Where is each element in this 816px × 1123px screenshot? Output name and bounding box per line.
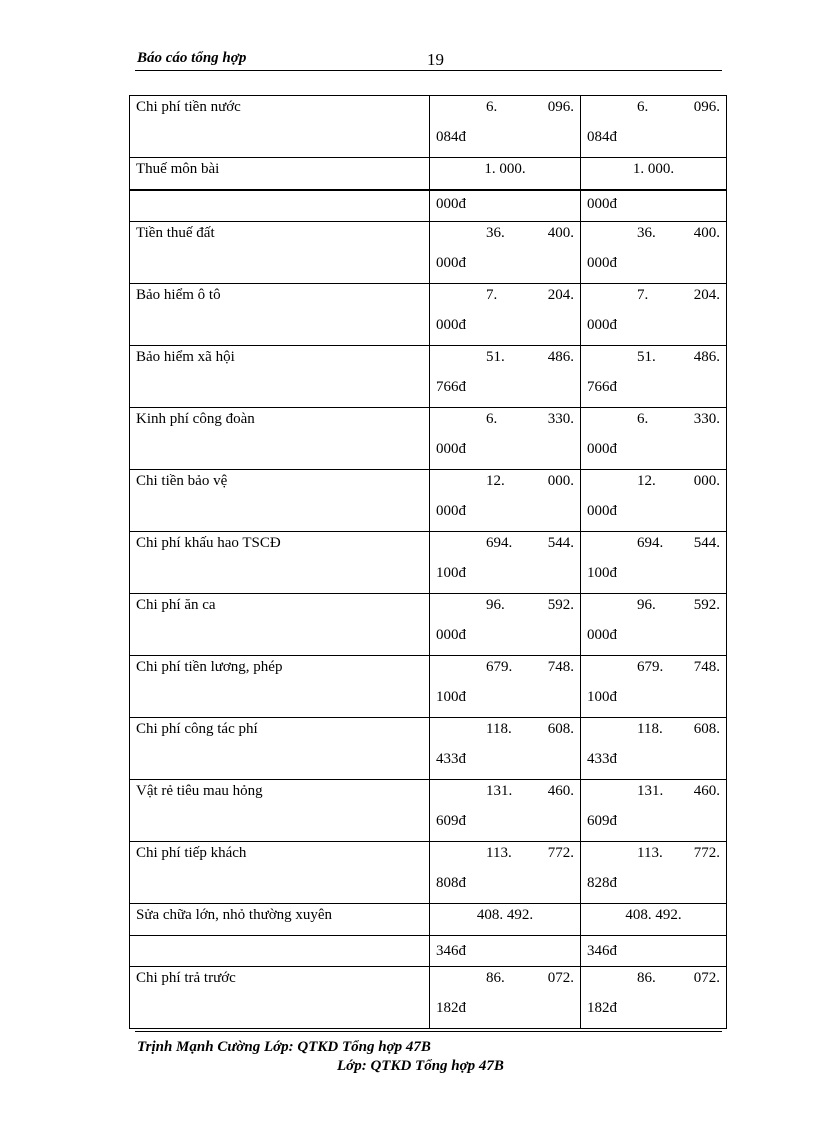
- table-row: [130, 967, 727, 1029]
- amount-cell-a: [430, 346, 581, 408]
- row-label: Chi phí khấu hao TSCĐ: [130, 532, 430, 594]
- amount-part: 460.: [693, 783, 720, 799]
- amount-part: 766đ: [587, 379, 617, 395]
- amount-part: 100đ: [587, 565, 617, 581]
- amount-cell-b: [581, 718, 727, 780]
- amount-cell-a: [430, 936, 581, 967]
- amount-part: 400.: [547, 225, 574, 241]
- amount-part: 072.: [547, 970, 574, 986]
- amount-part: 000đ: [436, 196, 466, 212]
- amount-cell-a: [430, 408, 581, 470]
- amount-part: 6.: [637, 99, 649, 115]
- amount-cell-b: [581, 532, 727, 594]
- row-label: Chi phí tiếp khách: [130, 842, 430, 904]
- amount-part: 544.: [693, 535, 720, 551]
- amount-part: 36.: [637, 225, 656, 241]
- amount-part: 433đ: [436, 751, 466, 767]
- amount-cell-b: [581, 904, 727, 936]
- amount-cell-a: [430, 594, 581, 656]
- amount-cell-a: [430, 842, 581, 904]
- table-row: [130, 470, 727, 532]
- amount-part: 608.: [547, 721, 574, 737]
- amount-part: 7.: [486, 287, 498, 303]
- amount-part: 000.: [693, 473, 720, 489]
- row-label: Bảo hiểm xã hội: [130, 346, 430, 408]
- amount-part: 486.: [547, 349, 574, 365]
- amount-cell-b: [581, 967, 727, 1029]
- row-label: Chi phí tiền nước: [130, 96, 430, 158]
- amount-part: 000đ: [587, 503, 617, 519]
- amount-part: 609đ: [436, 813, 466, 829]
- amount-cell-b: [581, 936, 727, 967]
- row-label: Chi tiền bảo vệ: [130, 470, 430, 532]
- amount-cell-a: [430, 904, 581, 936]
- amount-cell-a: [430, 967, 581, 1029]
- amount-part: 100đ: [436, 565, 466, 581]
- amount-part: 766đ: [436, 379, 466, 395]
- amount-cell-b: [581, 284, 727, 346]
- amount-part: 346đ: [436, 943, 466, 959]
- amount-cell-a: [430, 190, 581, 222]
- amount-part: 408. 492.: [476, 907, 534, 923]
- table-row: [130, 842, 727, 904]
- amount-part: 118.: [486, 721, 512, 737]
- amount-part: 544.: [547, 535, 574, 551]
- amount-part: 608.: [693, 721, 720, 737]
- amount-cell-a: [430, 718, 581, 780]
- amount-part: 000đ: [436, 441, 466, 457]
- amount-part: 113.: [637, 845, 663, 861]
- amount-cell-a: [430, 656, 581, 718]
- amount-part: 772.: [693, 845, 720, 861]
- amount-part: 131.: [486, 783, 513, 799]
- amount-part: 679.: [637, 659, 664, 675]
- header-divider: [135, 70, 722, 71]
- amount-part: 96.: [637, 597, 656, 613]
- row-label: [130, 936, 430, 967]
- amount-cell-a: [430, 780, 581, 842]
- page-number: 19: [427, 50, 444, 69]
- row-label: Thuế môn bài: [130, 158, 430, 191]
- amount-part: 772.: [547, 845, 574, 861]
- table-row: [130, 718, 727, 780]
- amount-cell-b: [581, 222, 727, 284]
- amount-part: 000đ: [436, 255, 466, 271]
- row-label: Kinh phí công đoàn: [130, 408, 430, 470]
- amount-cell-b: [581, 96, 727, 158]
- amount-cell-a: [430, 470, 581, 532]
- amount-cell-a: [430, 222, 581, 284]
- amount-part: 6.: [486, 411, 498, 427]
- amount-part: 182đ: [587, 1000, 617, 1016]
- amount-part: 460.: [547, 783, 574, 799]
- amount-part: 000đ: [587, 255, 617, 271]
- amount-part: 679.: [486, 659, 513, 675]
- amount-part: 748.: [693, 659, 720, 675]
- amount-part: 000đ: [587, 627, 617, 643]
- table-row: [130, 284, 727, 346]
- row-label: [130, 190, 430, 222]
- amount-part: 12.: [486, 473, 505, 489]
- amount-part: 000đ: [436, 317, 466, 333]
- amount-part: 408. 492.: [625, 907, 682, 923]
- amount-cell-b: [581, 158, 727, 191]
- amount-part: 400.: [693, 225, 720, 241]
- table-row: [130, 780, 727, 842]
- amount-cell-b: [581, 470, 727, 532]
- amount-part: 084đ: [436, 129, 466, 145]
- amount-part: 694.: [637, 535, 664, 551]
- amount-part: 12.: [637, 473, 656, 489]
- amount-part: 096.: [693, 99, 720, 115]
- amount-part: 131.: [637, 783, 664, 799]
- amount-part: 100đ: [436, 689, 466, 705]
- amount-part: 36.: [486, 225, 505, 241]
- table-row: [130, 190, 727, 222]
- footer-divider: [135, 1031, 722, 1032]
- amount-part: 86.: [486, 970, 505, 986]
- row-label: Chi phí ăn ca: [130, 594, 430, 656]
- amount-part: 000đ: [587, 317, 617, 333]
- table-row: [130, 936, 727, 967]
- table-row: [130, 904, 727, 936]
- amount-part: 113.: [486, 845, 512, 861]
- amount-part: 96.: [486, 597, 505, 613]
- amount-cell-b: [581, 656, 727, 718]
- amount-part: 808đ: [436, 875, 466, 891]
- amount-part: 204.: [547, 287, 574, 303]
- header-title: Báo cáo tổng hợp: [137, 50, 247, 66]
- row-label: Chi phí trả trước: [130, 967, 430, 1029]
- amount-part: 118.: [637, 721, 663, 737]
- amount-part: 6.: [486, 99, 498, 115]
- table-row: [130, 158, 727, 191]
- amount-part: 182đ: [436, 1000, 466, 1016]
- amount-part: 51.: [486, 349, 505, 365]
- amount-cell-b: [581, 842, 727, 904]
- row-label: Tiền thuế đất: [130, 222, 430, 284]
- table-row: [130, 408, 727, 470]
- footer-class-line: Lớp: QTKD Tổng hợp 47B: [337, 1058, 504, 1074]
- amount-cell-b: [581, 594, 727, 656]
- amount-part: 000.: [547, 473, 574, 489]
- amount-part: 86.: [637, 970, 656, 986]
- amount-part: 346đ: [587, 943, 617, 959]
- footer-author-line: Trịnh Mạnh Cường Lớp: QTKD Tổng hợp 47B: [137, 1039, 431, 1055]
- amount-part: 828đ: [587, 875, 617, 891]
- amount-part: 100đ: [587, 689, 617, 705]
- amount-part: 486.: [693, 349, 720, 365]
- amount-part: 51.: [637, 349, 656, 365]
- amount-cell-a: [430, 284, 581, 346]
- row-label: Bảo hiểm ô tô: [130, 284, 430, 346]
- amount-part: 748.: [547, 659, 574, 675]
- row-label: Chi phí công tác phí: [130, 718, 430, 780]
- amount-part: 330.: [547, 411, 574, 427]
- amount-part: 000đ: [587, 196, 617, 212]
- row-label: Chi phí tiền lương, phép: [130, 656, 430, 718]
- amount-cell-b: [581, 190, 727, 222]
- cost-table: [129, 95, 727, 1029]
- amount-part: 694.: [486, 535, 513, 551]
- amount-part: 000đ: [436, 627, 466, 643]
- table-row: [130, 222, 727, 284]
- amount-part: 6.: [637, 411, 649, 427]
- amount-part: 7.: [637, 287, 649, 303]
- row-label: Vật rẻ tiêu mau hỏng: [130, 780, 430, 842]
- amount-part: 084đ: [587, 129, 617, 145]
- table-row: [130, 594, 727, 656]
- table-row: [130, 96, 727, 158]
- amount-part: 592.: [693, 597, 720, 613]
- amount-part: 609đ: [587, 813, 617, 829]
- amount-part: 1. 000.: [484, 161, 526, 177]
- amount-cell-a: [430, 96, 581, 158]
- amount-part: 096.: [547, 99, 574, 115]
- amount-part: 000đ: [436, 503, 466, 519]
- amount-part: 1. 000.: [632, 161, 675, 177]
- table-row: [130, 532, 727, 594]
- amount-cell-a: [430, 532, 581, 594]
- amount-part: 592.: [547, 597, 574, 613]
- amount-cell-b: [581, 780, 727, 842]
- amount-cell-b: [581, 346, 727, 408]
- amount-part: 204.: [693, 287, 720, 303]
- amount-part: 000đ: [587, 441, 617, 457]
- row-label: Sửa chữa lớn, nhỏ thường xuyên: [130, 904, 430, 936]
- table-row: [130, 656, 727, 718]
- amount-cell-a: [430, 158, 581, 191]
- amount-part: 072.: [693, 970, 720, 986]
- table-row: [130, 346, 727, 408]
- amount-part: 330.: [693, 411, 720, 427]
- amount-part: 433đ: [587, 751, 617, 767]
- amount-cell-b: [581, 408, 727, 470]
